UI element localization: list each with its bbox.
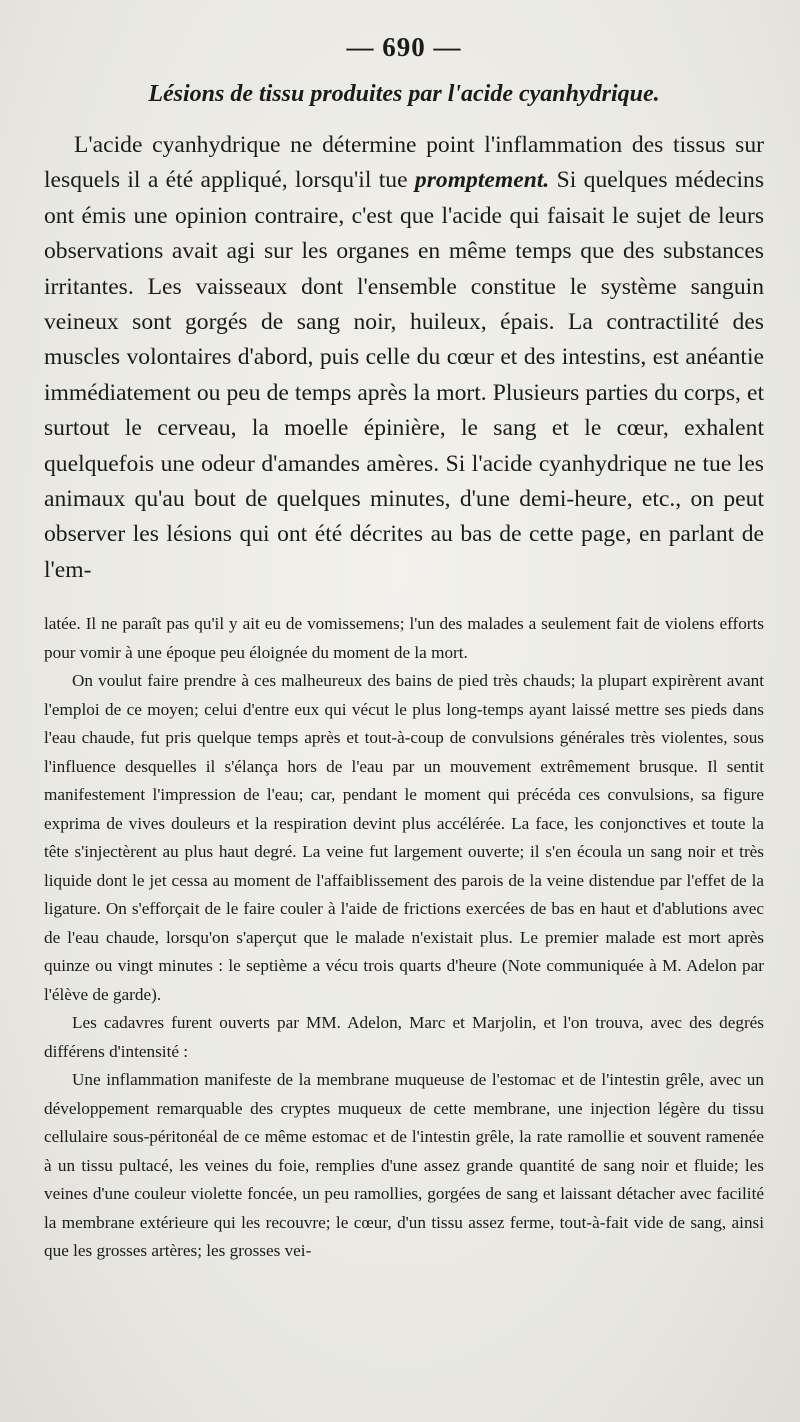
section-heading: Lésions de tissu produites par l'acide cyanhydrique. — [148, 81, 660, 107]
page-number: — 690 — — [346, 32, 462, 62]
footnote-paragraph: On voulut faire prendre à ces malheureux des bains de pied très chauds; la plupart expirèrent avant l'emploi de ce moyen; celui d'entre eux qui vécut le plus long-temps ayant laissé mettre ses pieds dans l'eau chaude, fut pris quelque temps après et tout-à-coup de convulsions générales très violentes, sous l'influence desquelles il s'élança hors de l'eau par un mouvement extrêmement brusque. Il sentit manifestement l'impression de l'eau; car, pendant le moment qui précéda ces convulsions, sa figure exprima de vives douleurs et la respiration devint plus accélérée. La face, les conjonctives et toute la tête s'injectèrent au plus haut degré. La veine fut largement ouverte; il s'en écoula un sang noir et très liquide dont le jet cessa au moment de l'affaiblissement des parois de la veine distendue par l'effet de la ligature. On s'efforçait de le faire couler à l'aide de frictions exercées de bas en haut et d'ablutions avec de l'eau chaude, lorsqu'on s'aperçut que le malade n'existait plus. Le premier malade est mort après quinze ou vingt minutes : le septième a vécu trois quarts d'heure (Note communiquée à M. Adelon par l'élève de garde). — [44, 671, 764, 1004]
main-paragraph-emphasis: promptement. — [414, 167, 550, 194]
main-paragraph-text: L'acide cyanhydrique ne détermine point l'inflammation des tissus sur lesquels il a été appliqué, lorsqu'il tue — [44, 132, 764, 194]
main-paragraph — [44, 128, 764, 588]
footnote-paragraph: Une inflammation manifeste de la membrane muqueuse de l'estomac et de l'intestin grêle, avec un développement remarquable des cryptes muqueux de cette membrane, une injection légère du tissu cellulaire sous-péritonéal de ce même estomac et de l'intestin grêle, la rate ramollie et souvent ramenée à un tissu pultacé, les veines du foie, remplies d'une assez grande quantité de sang noir et fluide; les veines d'une couleur violette foncée, un peu ramollies, gorgées de sang et laissant détacher avec facilité la membrane extérieure qui les recouvre; le cœur, d'un tissu assez ferme, tout-à-fait vide de sang, ainsi que les grosses artères; les grosses vei- — [44, 1070, 764, 1261]
main-paragraph-text-continued: Si quelques médecins ont émis une opinion contraire, c'est que l'acide qui faisait le sujet de leurs observations avait agi sur les organes en même temps que des substances irritantes. Les vaisseaux dont l'ensemble constitue le système sanguin veineux sont gorgés de sang noir, huileux, épais. La contractilité des muscles volontaires d'abord, puis celle du cœur et des intestins, est anéantie immédiatement ou peu de temps après la mort. Plusieurs parties du corps, et surtout le cerveau, la moelle épinière, le sang et le cœur, exhalent quelquefois une odeur d'amandes amères. Si l'acide cyanhydrique ne tue les animaux qu'au bout de quelques minutes, d'une demi-heure, etc., on peut observer les lésions qui ont été décrites au bas de cette page, en parlant de l'em- — [44, 167, 764, 583]
footnote-paragraph: latée. Il ne paraît pas qu'il y ait eu de vomissemens; l'un des malades a seulement fait de violens efforts pour vomir à une époque peu éloignée du moment de la mort. — [44, 614, 764, 662]
footnote-paragraph: Les cadavres furent ouverts par MM. Adelon, Marc et Marjolin, et l'on trouva, avec des degrés différens d'intensité : — [44, 1013, 764, 1061]
